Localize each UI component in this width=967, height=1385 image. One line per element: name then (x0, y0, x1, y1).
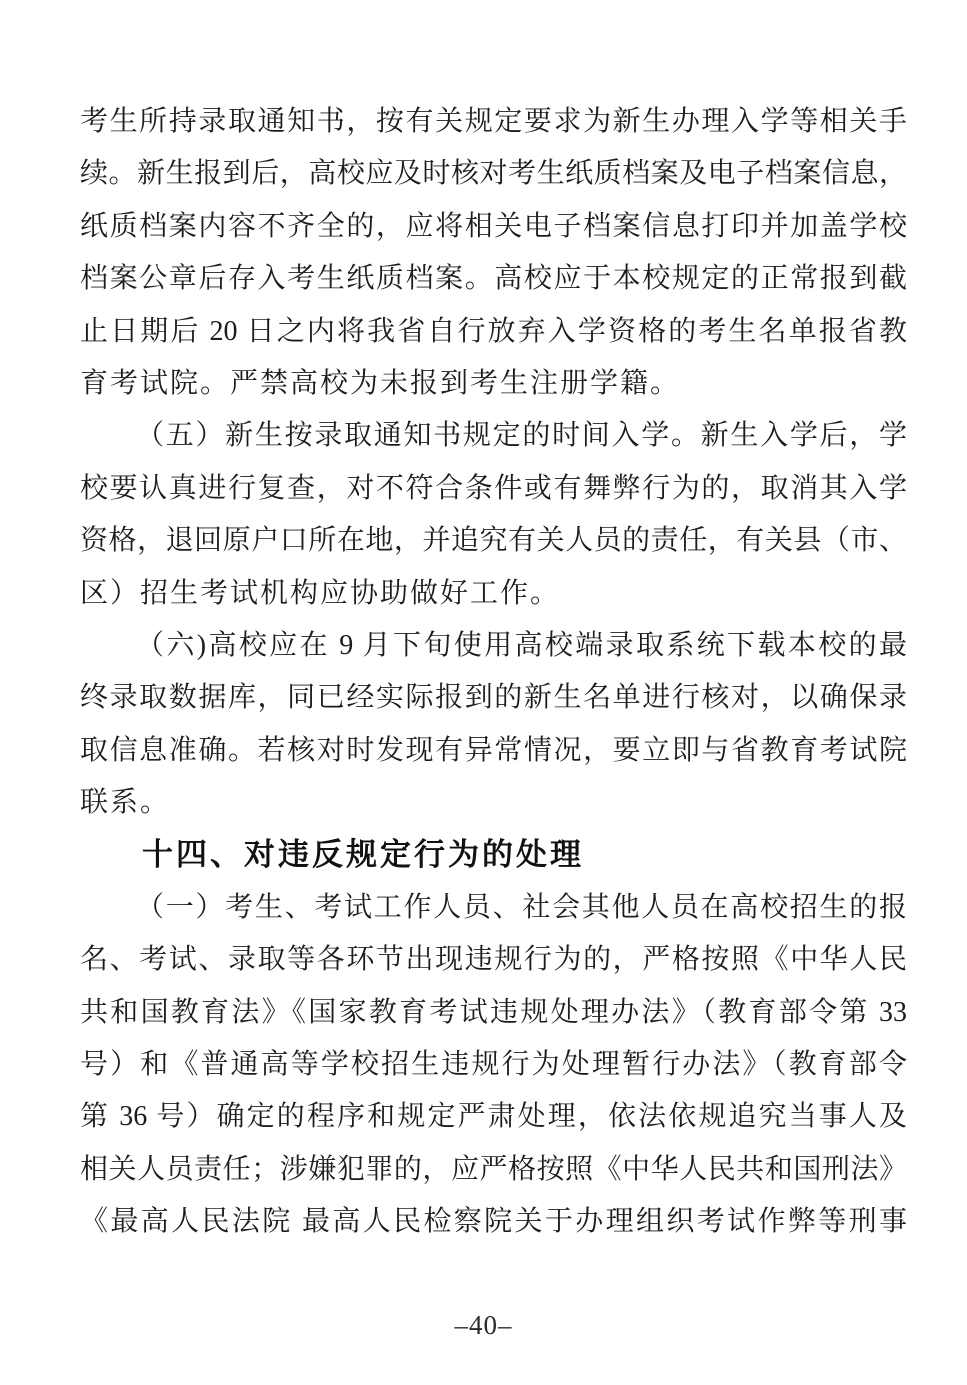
text-block (80, 96, 907, 1249)
text-line: 资格，退回原户口所在地，并追究有关人员的责任，有关县（市、 (80, 525, 907, 557)
text-line: （一）考生、考试工作人员、社会其他人员在高校招生的报 (136, 891, 907, 923)
text-line: 纸质档案内容不齐全的，应将相关电子档案信息打印并加盖学校 (80, 210, 907, 242)
text-line: 名、考试、录取等各环节出现违规行为的，严格按照《中华人民 (80, 944, 907, 976)
text-line: 相关人员责任；涉嫌犯罪的，应严格按照《中华人民共和国刑法》 (80, 1153, 907, 1185)
text-line: 续。新生报到后，高校应及时核对考生纸质档案及电子档案信息， (80, 158, 907, 190)
section-heading: 十四、对违反规定行为的处理 (142, 837, 584, 874)
text-line: 终录取数据库，同已经实际报到的新生名单进行核对，以确保录 (80, 682, 907, 714)
text-line: 育考试院。严禁高校为未报到考生注册学籍。 (80, 367, 681, 399)
text-line: 止日期后 20 日之内将我省自行放弃入学资格的考生名单报省教 (80, 315, 907, 347)
text-line: （六)高校应在 9 月下旬使用高校端录取系统下载本校的最 (136, 629, 907, 661)
text-line: 校要认真进行复查，对不符合条件或有舞弊行为的，取消其入学 (80, 472, 907, 504)
text-line: 联系。 (80, 787, 171, 819)
text-line: 共和国教育法》《国家教育考试违规处理办法》（教育部令第 33 (80, 996, 907, 1028)
text-line: 《最高人民法院 最高人民检察院关于办理组织考试作弊等刑事 (80, 1206, 907, 1238)
text-line: （五）新生按录取通知书规定的时间入学。新生入学后，学 (136, 420, 907, 452)
text-line: 第 36 号）确定的程序和规定严肃处理，依法依规追究当事人及 (80, 1101, 907, 1133)
text-line: 号）和《普通高等学校招生违规行为处理暂行办法》（教育部令 (80, 1049, 907, 1081)
text-line: 档案公章后存入考生纸质档案。高校应于本校规定的正常报到截 (80, 263, 907, 295)
page-number: –40– (454, 1310, 513, 1340)
text-line: 区）招生考试机构应协助做好工作。 (80, 577, 561, 609)
text-line: 考生所持录取通知书，按有关规定要求为新生办理入学等相关手 (80, 106, 907, 137)
text-line: 取信息准确。若核对时发现有异常情况，要立即与省教育考试院 (80, 734, 907, 766)
